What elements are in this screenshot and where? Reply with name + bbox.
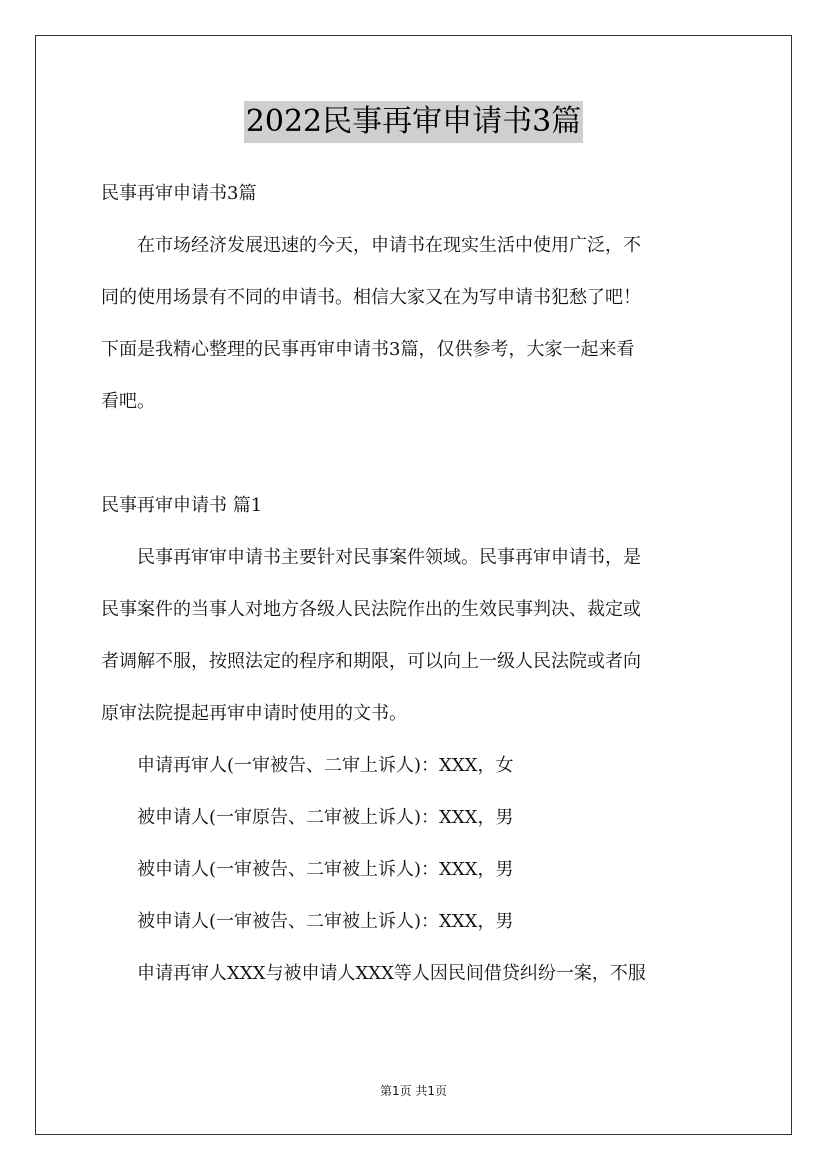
title-container [0,101,827,143]
section1-line-2: 民事案件的当事人对地方各级人民法院作出的生效民事判决、裁定或 [101,599,641,620]
section1-heading: 民事再审申请书 篇1 [101,495,263,516]
section1-line-3: 者调解不服，按照法定的程序和期限，可以向上一级人民法院或者向 [101,651,641,672]
page-footer: 第1页 共1页 [379,1084,448,1098]
section1-line-4: 原审法院提起再审申请时使用的文书。 [101,703,407,724]
intro-line-1: 在市场经济发展迅速的今天，申请书在现实生活中使用广泛，不 [137,235,641,256]
party-line-1: 申请再审人(一审被告、二审上诉人)：XXX，女 [137,755,514,776]
party-line-2: 被申请人(一审原告、二审被上诉人)：XXX，男 [137,807,514,828]
party-line-4: 被申请人(一审被告、二审被上诉人)：XXX，男 [137,911,514,932]
blank-line [101,428,726,480]
last-line: 申请再审人XXX与被申请人XXX等人因民间借贷纠纷一案，不服 [137,963,646,984]
document-body [101,168,726,1000]
party-line-3: 被申请人(一审被告、二审被上诉人)：XXX，男 [137,859,514,880]
document-subtitle: 民事再审申请书3篇 [101,183,257,204]
section1-line-1: 民事再审审申请书主要针对民事案件领域。民事再审申请书，是 [137,547,641,568]
document-title: 2022民事再审申请书3篇 [244,101,583,143]
intro-line-2: 同的使用场景有不同的申请书。相信大家又在为写申请书犯愁了吧！ [101,287,641,308]
intro-line-3: 下面是我精心整理的民事再审申请书3篇，仅供参考，大家一起来看 [101,339,635,360]
intro-line-4: 看吧。 [101,391,155,412]
